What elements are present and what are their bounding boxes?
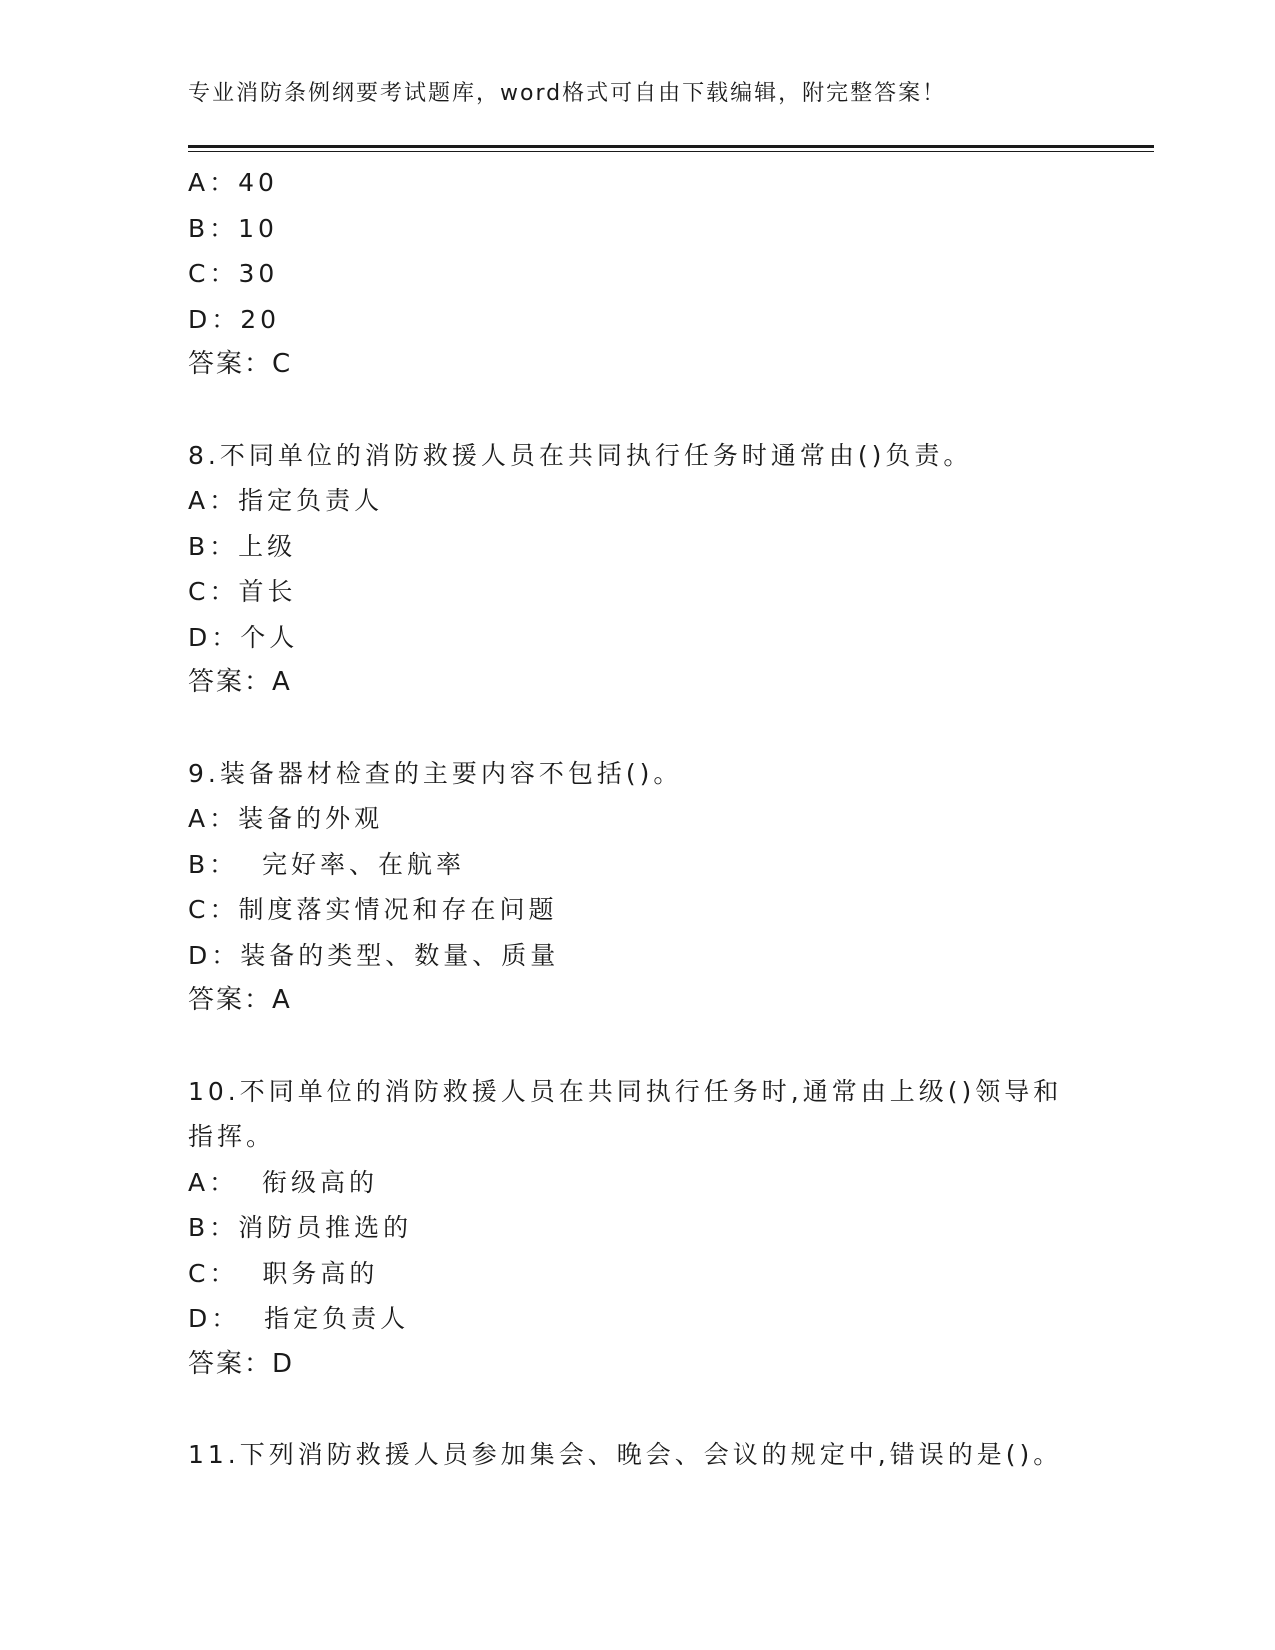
option-b: B：10 [188,213,278,243]
option-c: C：首长 [188,577,297,606]
option-a: A：40 [188,168,278,197]
header-divider [188,145,1154,152]
page-header: 专业消防条例纲要考试题库，word格式可自由下载编辑，附完整答案！ [188,81,947,106]
option-a: A： 衔级高的 [188,1167,378,1197]
question-text: 10.不同单位的消防救援人员在共同执行任务时,通常由上级()领导和指挥。 [188,1076,1063,1151]
question-11 [188,1432,1128,1478]
option-a: A：指定负责人 [188,486,384,515]
answer-line: 答案：A [188,667,292,697]
option-c: C：制度落实情况和存在问题 [188,895,558,924]
question-9 [188,751,1128,1024]
option-c: C：30 [188,259,279,288]
question-8 [188,433,1128,706]
answer-line: 答案：C [188,349,293,379]
option-a: A：装备的外观 [188,804,384,833]
option-b: B： 完好率、在航率 [188,849,466,879]
question-list [188,160,1128,1478]
question-7 [188,160,1128,388]
option-b: B：消防员推选的 [188,1213,413,1242]
option-c: C： 职务高的 [188,1258,379,1288]
question-text: 8.不同单位的消防救援人员在共同执行任务时通常由()负责。 [188,440,973,470]
question-text: 9.装备器材检查的主要内容不包括()。 [188,758,683,788]
answer-line: 答案：D [188,1348,295,1379]
option-b: B：上级 [188,531,297,561]
question-10 [188,1069,1128,1388]
option-d: D：个人 [188,622,299,652]
option-d: D：20 [188,304,281,334]
option-d: D： 指定负责人 [188,1304,410,1333]
answer-line: 答案：A [188,985,292,1015]
option-d: D：装备的类型、数量、质量 [188,940,560,970]
question-text: 11.下列消防救援人员参加集会、晚会、会议的规定中,错误的是()。 [188,1440,1063,1469]
